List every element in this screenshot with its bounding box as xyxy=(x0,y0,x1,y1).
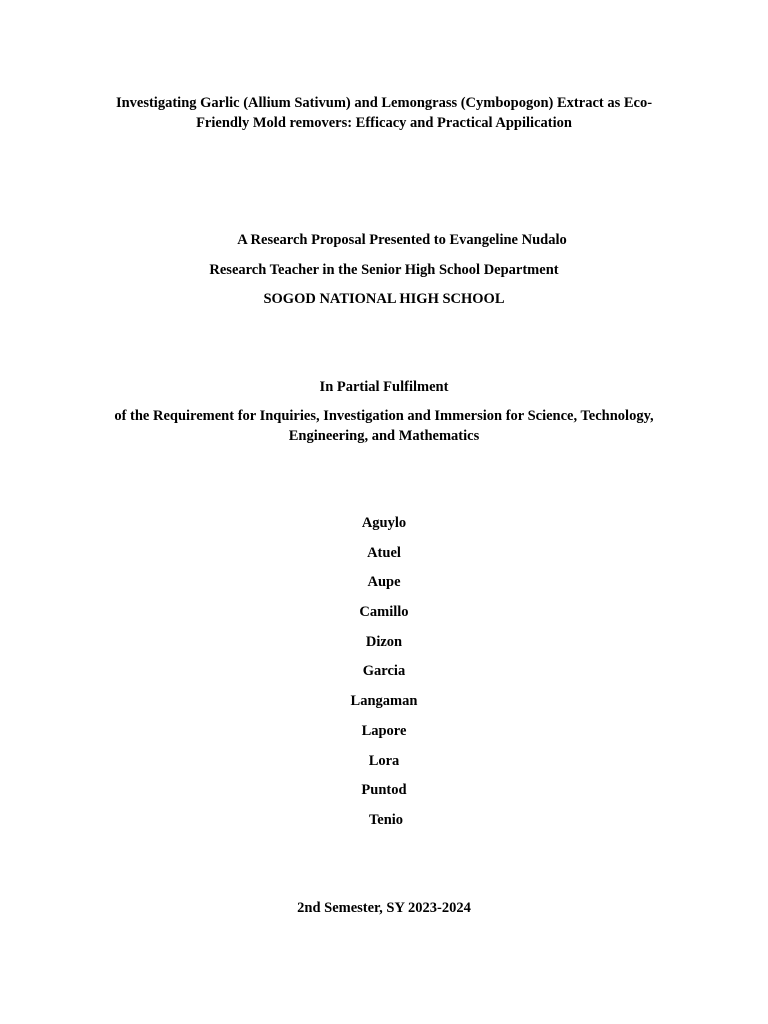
researcher-name: Dizon xyxy=(365,633,403,650)
researcher-name: Camillo xyxy=(359,604,409,621)
researcher-name: Garcia xyxy=(362,663,406,680)
proposal-presented-to: A Research Proposal Presented to Evangeline Nudalo xyxy=(237,232,567,248)
teacher-role: Research Teacher in the Senior High School Department xyxy=(209,261,559,278)
research-title-line-2: Friendly Mold removers: Efficacy and Practical Appilication xyxy=(196,115,572,131)
presentation-block xyxy=(96,230,672,319)
research-title-line-1: Investigating Garlic (Allium Sativum) and Lemongrass (Cymbopogon) Extract as Eco- xyxy=(115,95,653,111)
researcher-name: Lapore xyxy=(361,722,407,739)
researcher-name: Aguylo xyxy=(361,515,407,531)
researchers-list xyxy=(96,513,672,840)
researcher-name: Langaman xyxy=(350,693,418,710)
researcher-name: Lora xyxy=(368,752,400,769)
semester-label: 2nd Semester, SY 2023-2024 xyxy=(297,900,471,916)
researcher-name: Tenio xyxy=(368,811,404,828)
school-name: SOGOD NATIONAL HIGH SCHOOL xyxy=(263,291,505,307)
researcher-name: Puntod xyxy=(361,782,407,799)
research-title xyxy=(96,93,672,133)
fulfilment-heading: In Partial Fulfilment xyxy=(319,379,449,395)
requirement-line-2: Engineering, and Mathematics xyxy=(288,428,480,444)
requirement-line-1: of the Requirement for Inquiries, Investigation and Immersion for Science, Technology, xyxy=(114,408,654,424)
researcher-name: Aupe xyxy=(367,574,401,591)
fulfilment-block xyxy=(96,377,672,446)
researcher-name: Atuel xyxy=(367,544,401,561)
